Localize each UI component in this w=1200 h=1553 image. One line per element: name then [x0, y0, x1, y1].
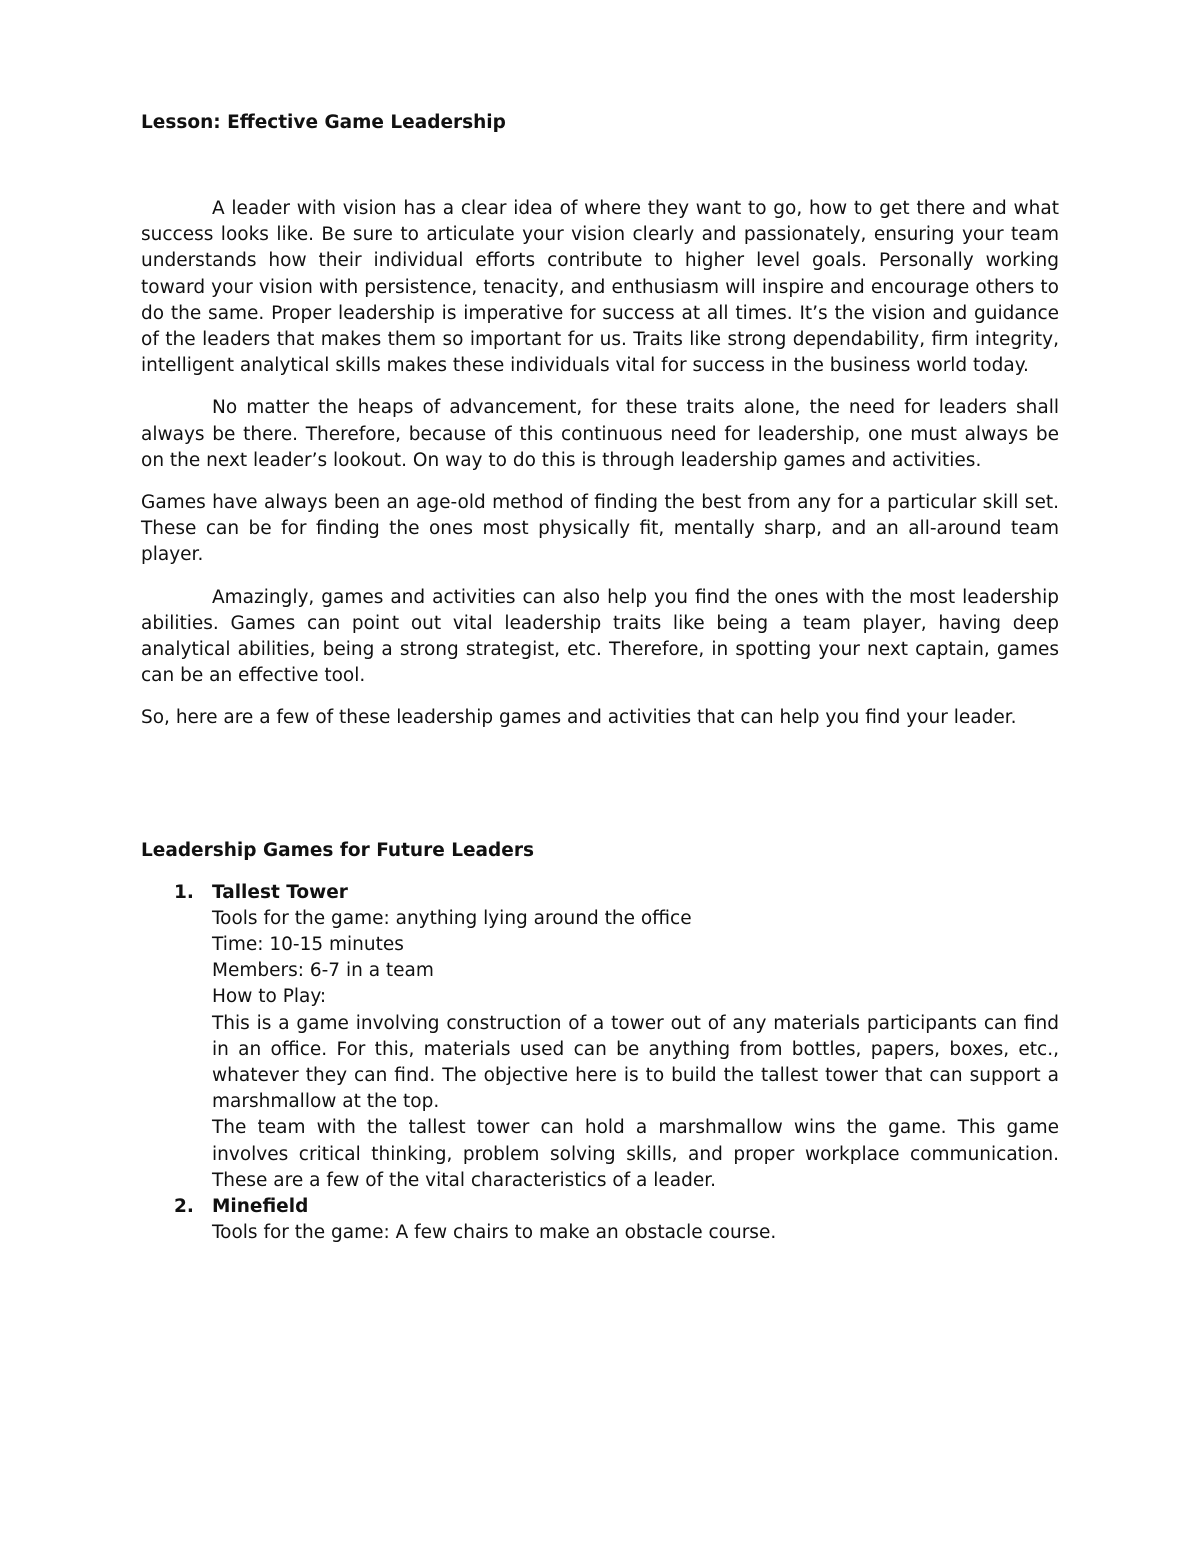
games-method-paragraph: Games have always been an age-old method of finding the best from any for a particular skill set. These can be for finding the ones most physically fit, mentally sharp, and an all-around team player. — [141, 492, 1059, 566]
section-title: Leadership Games for Future Leaders — [141, 839, 534, 861]
game-number: 1. — [174, 881, 194, 903]
closing-paragraph: So, here are a few of these leadership games and activities that can help you find your leader. — [141, 707, 1017, 729]
game-tools: Tools for the game: A few chairs to make an obstacle course. — [212, 1222, 777, 1244]
game-item-minefield — [141, 1194, 1059, 1246]
games-list — [141, 880, 1059, 1247]
game-how-to-play: How to Play: — [212, 986, 327, 1008]
game-description: This is a game involving construction of a tower out of any materials participants can find in an office. For this, materials used can be anything from bottles, papers, boxes, etc., whatever they can find. The objective here is to build the tallest tower that can support a marshmallow at the top. — [212, 1012, 1059, 1113]
game-name: Tallest Tower — [212, 881, 348, 903]
game-outcome: The team with the tallest tower can hold a marshmallow wins the game. This game involves critical thinking, problem solving skills, and proper workplace communication. These are a few of the vital characteristics of a leader. — [212, 1117, 1059, 1191]
game-time: Time: 10-15 minutes — [212, 934, 404, 956]
advancement-paragraph: No matter the heaps of advancement, for these traits alone, the need for leaders shall always be there. Therefore, because of this continuous need for leadership, one must always be on the next leader’s lookout. On way to do this is through leadership games and activities. — [141, 397, 1059, 471]
game-tools: Tools for the game: anything lying around the office — [212, 907, 692, 929]
game-members: Members: 6-7 in a team — [212, 960, 434, 982]
lesson-title: Lesson: Effective Game Leadership — [141, 112, 506, 133]
game-name: Minefield — [212, 1196, 309, 1218]
leadership-abilities-paragraph: Amazingly, games and activities can also help you find the ones with the most leadership abilities. Games can point out vital leadership traits like being a team player, having deep analytical abilities, being a strong strategist, etc. Therefore, in spotting your next captain, games can be an effective tool. — [141, 586, 1059, 687]
game-item-tallest-tower — [141, 880, 1059, 1194]
intro-paragraph: A leader with vision has a clear idea of where they want to go, how to get there and what success looks like. Be sure to articulate your vision clearly and passionately, ensuring your team understands how their individual efforts contribute to higher level goals. Personally working toward your vision with persistence, tenacity, and enthusiasm will inspire and encourage others to do the same. Proper leadership is imperative for success at all times. It’s the vision and guidance of the leaders that makes them so important for us. Traits like strong dependability, firm integrity, intelligent analytical skills makes these individuals vital for success in the business world today. — [141, 198, 1059, 377]
document-page — [141, 108, 1059, 1247]
game-number: 2. — [174, 1196, 194, 1218]
